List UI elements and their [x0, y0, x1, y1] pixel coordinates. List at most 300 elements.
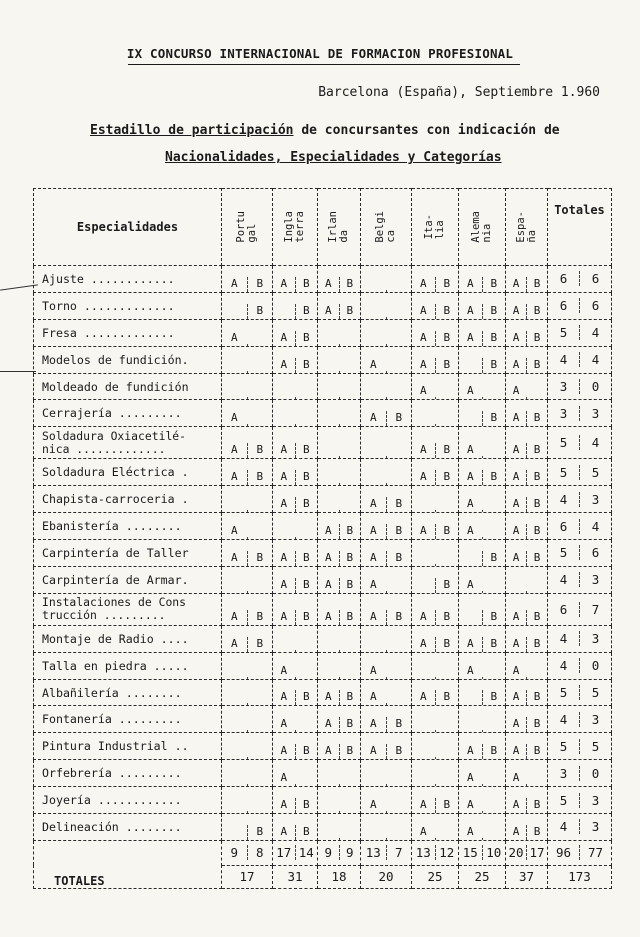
category-b: B: [526, 497, 547, 512]
category-b: B: [386, 411, 412, 426]
country-cell: [318, 459, 361, 486]
category-a: A: [466, 497, 474, 511]
country-cell: [273, 679, 318, 706]
sum-a: 20: [508, 845, 524, 861]
subtitle-line-1: [90, 123, 560, 138]
category-b: [386, 290, 412, 292]
country-cell: [318, 346, 361, 373]
category-a: A: [280, 690, 288, 704]
category-b: B: [247, 637, 273, 652]
country-cell: [361, 733, 412, 760]
category-a: A: [280, 717, 288, 731]
category-b: [435, 784, 459, 786]
country-cell: [412, 266, 459, 293]
category-b: [482, 838, 506, 840]
category-a: A: [280, 276, 288, 290]
country-cell: [318, 373, 361, 400]
category-b: [339, 371, 361, 373]
speciality-name: Pintura Industrial ..: [34, 733, 222, 760]
totals-label: TOTALES: [34, 840, 222, 888]
sum-b: 17: [526, 845, 547, 860]
category-a: [318, 456, 339, 458]
category-b: [386, 344, 412, 346]
column-total-pair: [318, 840, 361, 865]
category-b: B: [435, 304, 459, 319]
table-row: [34, 486, 612, 513]
category-b: [386, 483, 412, 485]
country-cell: [412, 566, 459, 593]
country-cell: [361, 513, 412, 540]
category-b: [386, 703, 412, 705]
column-total: 18: [318, 865, 361, 888]
category-b: B: [482, 744, 506, 759]
category-a: [318, 397, 339, 399]
category-a: [412, 757, 435, 759]
country-label: Ita- lia: [423, 214, 446, 240]
category-a: A: [324, 303, 332, 317]
category-b: B: [435, 690, 459, 705]
category-a: [318, 784, 339, 786]
category-a: A: [230, 524, 238, 538]
category-b: [386, 317, 412, 319]
country-cell: [412, 760, 459, 787]
country-cell: [506, 566, 548, 593]
category-a: A: [512, 443, 520, 457]
totals-pair-row: [34, 840, 612, 865]
category-b: B: [526, 825, 547, 840]
column-total-pair: [412, 840, 459, 865]
category-b: [247, 371, 273, 373]
country-cell: [318, 814, 361, 841]
total-b: 5: [579, 739, 611, 754]
country-label: Portu gal: [235, 211, 258, 243]
country-cell: [459, 266, 506, 293]
category-a: A: [369, 609, 377, 623]
category-a: A: [466, 744, 474, 758]
category-b: [247, 677, 273, 679]
column-total: 17: [222, 865, 273, 888]
total-a: 6: [559, 601, 568, 617]
category-a: [318, 677, 339, 679]
column-total: 37: [506, 865, 548, 888]
country-cell: [459, 652, 506, 679]
category-a: [222, 397, 247, 399]
sum-b: 14: [295, 845, 318, 860]
category-a: [412, 564, 435, 566]
category-b: [339, 811, 361, 813]
row-totals: [548, 733, 612, 760]
table-row: [34, 593, 612, 625]
speciality-name: Delineación ........: [34, 814, 222, 841]
category-b: B: [295, 304, 318, 319]
sum-a: 9: [230, 845, 239, 861]
category-b: [435, 424, 459, 426]
country-cell: [273, 373, 318, 400]
category-a: [273, 650, 295, 652]
speciality-name: Soldadura Oxiacetilé- nica .............: [34, 427, 222, 459]
title-underline: [128, 64, 520, 65]
table-row: [34, 652, 612, 679]
row-totals: [548, 266, 612, 293]
country-cell: [273, 652, 318, 679]
column-total-pair: [506, 840, 548, 865]
country-cell: [222, 266, 273, 293]
category-a: A: [512, 744, 520, 758]
category-b: B: [295, 798, 318, 813]
table-row: [34, 459, 612, 486]
country-cell: [318, 787, 361, 814]
country-cell: [318, 540, 361, 567]
category-a: A: [512, 824, 520, 838]
country-cell: [412, 652, 459, 679]
category-b: B: [482, 277, 506, 292]
category-b: [482, 811, 506, 813]
country-cell: [412, 292, 459, 319]
category-a: [222, 371, 247, 373]
document-title: IX CONCURSO INTERNACIONAL DE FORMACION PROFESIONAL: [126, 46, 514, 61]
category-b: B: [339, 690, 361, 705]
category-b: B: [339, 277, 361, 292]
total-a: 4: [559, 711, 568, 727]
category-a: A: [512, 771, 520, 785]
speciality-name: Talla en piedra .....: [34, 652, 222, 679]
country-cell: [273, 486, 318, 513]
category-a: A: [280, 663, 288, 677]
total-b: 3: [579, 572, 611, 587]
country-cell: [361, 566, 412, 593]
country-cell: [361, 593, 412, 625]
speciality-name: Albañilería ........: [34, 679, 222, 706]
row-totals: [548, 292, 612, 319]
category-b: [247, 757, 273, 759]
country-cell: [459, 566, 506, 593]
category-a: [459, 371, 482, 373]
country-cell: [361, 540, 412, 567]
category-b: B: [526, 304, 547, 319]
country-cell: [412, 733, 459, 760]
place-date: Barcelona (España), Septiembre 1.960: [318, 85, 600, 100]
category-a: [273, 537, 295, 539]
table-row: [34, 400, 612, 427]
category-a: [361, 784, 386, 786]
country-cell: [361, 400, 412, 427]
category-b: [247, 344, 273, 346]
category-b: B: [295, 358, 318, 373]
category-b: [482, 397, 506, 399]
column-total: 20: [361, 865, 412, 888]
category-b: B: [247, 277, 273, 292]
category-b: B: [482, 610, 506, 625]
total-b: 7: [579, 602, 611, 617]
category-a: [459, 703, 482, 705]
category-b: B: [295, 744, 318, 759]
table-row: [34, 513, 612, 540]
category-a: A: [369, 524, 377, 538]
category-b: B: [435, 610, 459, 625]
country-cell: [412, 679, 459, 706]
category-a: [412, 677, 435, 679]
category-a: A: [466, 276, 474, 290]
category-a: A: [466, 636, 474, 650]
header-totals: Totales: [548, 189, 612, 266]
category-b: B: [247, 551, 273, 566]
category-b: B: [435, 578, 459, 593]
total-a: 5: [559, 325, 568, 341]
category-a: A: [230, 636, 238, 650]
total-b: 0: [579, 766, 611, 781]
category-a: A: [419, 690, 427, 704]
category-b: B: [247, 470, 273, 485]
total-b: 0: [579, 379, 611, 394]
speciality-name: Carpintería de Taller: [34, 540, 222, 567]
row-totals: [548, 706, 612, 733]
total-a: 4: [559, 491, 568, 507]
category-a: A: [512, 384, 520, 398]
total-a: 4: [559, 352, 568, 368]
country-cell: [506, 706, 548, 733]
category-a: [361, 456, 386, 458]
category-b: [247, 424, 273, 426]
category-a: [506, 591, 526, 593]
category-b: [386, 650, 412, 652]
country-label: Espa- ña: [514, 211, 538, 243]
margin-mark-2: [0, 371, 36, 372]
category-b: [482, 730, 506, 732]
category-b: [386, 838, 412, 840]
category-b: B: [482, 690, 506, 705]
country-cell: [459, 593, 506, 625]
category-b: [339, 510, 361, 512]
category-b: [482, 537, 506, 539]
category-a: [318, 424, 339, 426]
table-row: [34, 566, 612, 593]
table-row: [34, 346, 612, 373]
table-row: [34, 679, 612, 706]
category-b: [339, 784, 361, 786]
row-totals: [548, 373, 612, 400]
category-b: B: [295, 277, 318, 292]
speciality-name: Ebanistería ........: [34, 513, 222, 540]
country-cell: [222, 319, 273, 346]
category-a: A: [280, 824, 288, 838]
country-cell: [222, 593, 273, 625]
category-b: B: [339, 551, 361, 566]
category-a: A: [419, 798, 427, 812]
subtitle-heading: Estadillo de participación: [90, 123, 294, 138]
country-cell: [361, 427, 412, 459]
category-a: A: [466, 577, 474, 591]
category-a: A: [324, 550, 332, 564]
category-b: [339, 677, 361, 679]
category-b: B: [526, 717, 547, 732]
category-a: [459, 730, 482, 732]
total-a: 6: [559, 518, 568, 534]
category-a: A: [324, 577, 332, 591]
category-b: [386, 784, 412, 786]
category-a: [412, 510, 435, 512]
table-row: [34, 733, 612, 760]
category-b: B: [339, 744, 361, 759]
category-a: [412, 784, 435, 786]
category-b: [247, 784, 273, 786]
header-country-2: [318, 189, 361, 266]
category-b: B: [482, 411, 506, 426]
category-b: B: [339, 610, 361, 625]
category-a: A: [512, 636, 520, 650]
country-cell: [222, 652, 273, 679]
category-a: [361, 483, 386, 485]
country-cell: [361, 787, 412, 814]
country-cell: [506, 814, 548, 841]
row-totals: [548, 459, 612, 486]
category-b: [339, 424, 361, 426]
country-cell: [506, 319, 548, 346]
category-b: B: [526, 551, 547, 566]
category-a: [273, 317, 295, 319]
total-b: 4: [579, 325, 611, 340]
category-b: B: [435, 331, 459, 346]
category-b: [295, 537, 318, 539]
category-a: [361, 838, 386, 840]
column-total-pair: [361, 840, 412, 865]
speciality-name: Cerrajería .........: [34, 400, 222, 427]
category-a: A: [324, 717, 332, 731]
category-b: B: [247, 610, 273, 625]
country-cell: [273, 513, 318, 540]
category-b: B: [247, 304, 273, 319]
category-a: A: [466, 524, 474, 538]
category-a: A: [280, 330, 288, 344]
header-country-6: [506, 189, 548, 266]
category-a: A: [419, 524, 427, 538]
category-b: B: [526, 358, 547, 373]
sum-a: 9: [324, 845, 333, 861]
category-b: [435, 838, 459, 840]
category-b: B: [339, 524, 361, 539]
total-b: 5: [579, 685, 611, 700]
country-cell: [412, 706, 459, 733]
grand-total: 173: [548, 865, 612, 888]
country-cell: [222, 733, 273, 760]
column-total-pair: [222, 840, 273, 865]
country-cell: [459, 427, 506, 459]
category-a: A: [369, 744, 377, 758]
row-totals: [548, 760, 612, 787]
category-a: A: [324, 276, 332, 290]
header-row: [34, 189, 612, 266]
category-b: B: [339, 304, 361, 319]
category-b: [386, 591, 412, 593]
country-cell: [506, 652, 548, 679]
column-total: 31: [273, 865, 318, 888]
category-a: A: [369, 411, 377, 425]
category-a: A: [324, 690, 332, 704]
total-b: 4: [579, 519, 611, 534]
category-b: B: [295, 578, 318, 593]
category-a: [318, 371, 339, 373]
subtitle-continuation: de concursantes con indicación de: [301, 123, 560, 138]
row-totals: [548, 540, 612, 567]
category-a: A: [369, 577, 377, 591]
header-country-5: [459, 189, 506, 266]
country-cell: [459, 679, 506, 706]
total-a: 4: [559, 572, 568, 588]
country-cell: [412, 373, 459, 400]
total-b: 4: [579, 435, 611, 450]
total-b: 5: [579, 465, 611, 480]
total-b: 3: [579, 406, 611, 421]
country-cell: [459, 540, 506, 567]
country-cell: [459, 787, 506, 814]
category-b: [482, 677, 506, 679]
table-row: [34, 427, 612, 459]
row-totals: [548, 593, 612, 625]
country-cell: [459, 733, 506, 760]
country-cell: [273, 292, 318, 319]
table-row: [34, 706, 612, 733]
row-totals: [548, 486, 612, 513]
sum-b: 8: [247, 845, 273, 860]
category-b: B: [482, 551, 506, 566]
total-b: 3: [579, 819, 611, 834]
country-cell: [412, 459, 459, 486]
category-a: A: [466, 384, 474, 398]
country-cell: [506, 459, 548, 486]
category-b: [435, 677, 459, 679]
speciality-name: Moldeado de fundición: [34, 373, 222, 400]
category-b: [435, 397, 459, 399]
category-b: [386, 456, 412, 458]
country-cell: [506, 679, 548, 706]
header-country-4: [412, 189, 459, 266]
row-totals: [548, 679, 612, 706]
country-cell: [273, 566, 318, 593]
country-cell: [506, 373, 548, 400]
category-b: B: [482, 331, 506, 346]
country-cell: [506, 486, 548, 513]
row-totals: [548, 346, 612, 373]
category-a: A: [369, 357, 377, 371]
category-b: [386, 397, 412, 399]
country-cell: [459, 513, 506, 540]
category-a: [222, 838, 247, 840]
category-b: [526, 591, 547, 593]
country-cell: [222, 459, 273, 486]
speciality-name: Montaje de Radio ....: [34, 625, 222, 652]
category-b: [247, 811, 273, 813]
country-cell: [318, 400, 361, 427]
category-a: A: [512, 717, 520, 731]
country-cell: [273, 625, 318, 652]
row-totals: [548, 652, 612, 679]
subtitle-line-2: Nacionalidades, Especialidades y Categorías: [165, 150, 502, 165]
category-b: [295, 677, 318, 679]
speciality-name: Joyería ............: [34, 787, 222, 814]
country-cell: [459, 814, 506, 841]
country-cell: [506, 760, 548, 787]
country-cell: [506, 593, 548, 625]
category-a: [273, 424, 295, 426]
country-cell: [459, 373, 506, 400]
country-cell: [361, 266, 412, 293]
country-cell: [318, 733, 361, 760]
participation-table: [33, 188, 612, 889]
category-a: [412, 424, 435, 426]
country-cell: [506, 346, 548, 373]
category-b: [435, 564, 459, 566]
category-b: [247, 537, 273, 539]
category-b: [295, 397, 318, 399]
